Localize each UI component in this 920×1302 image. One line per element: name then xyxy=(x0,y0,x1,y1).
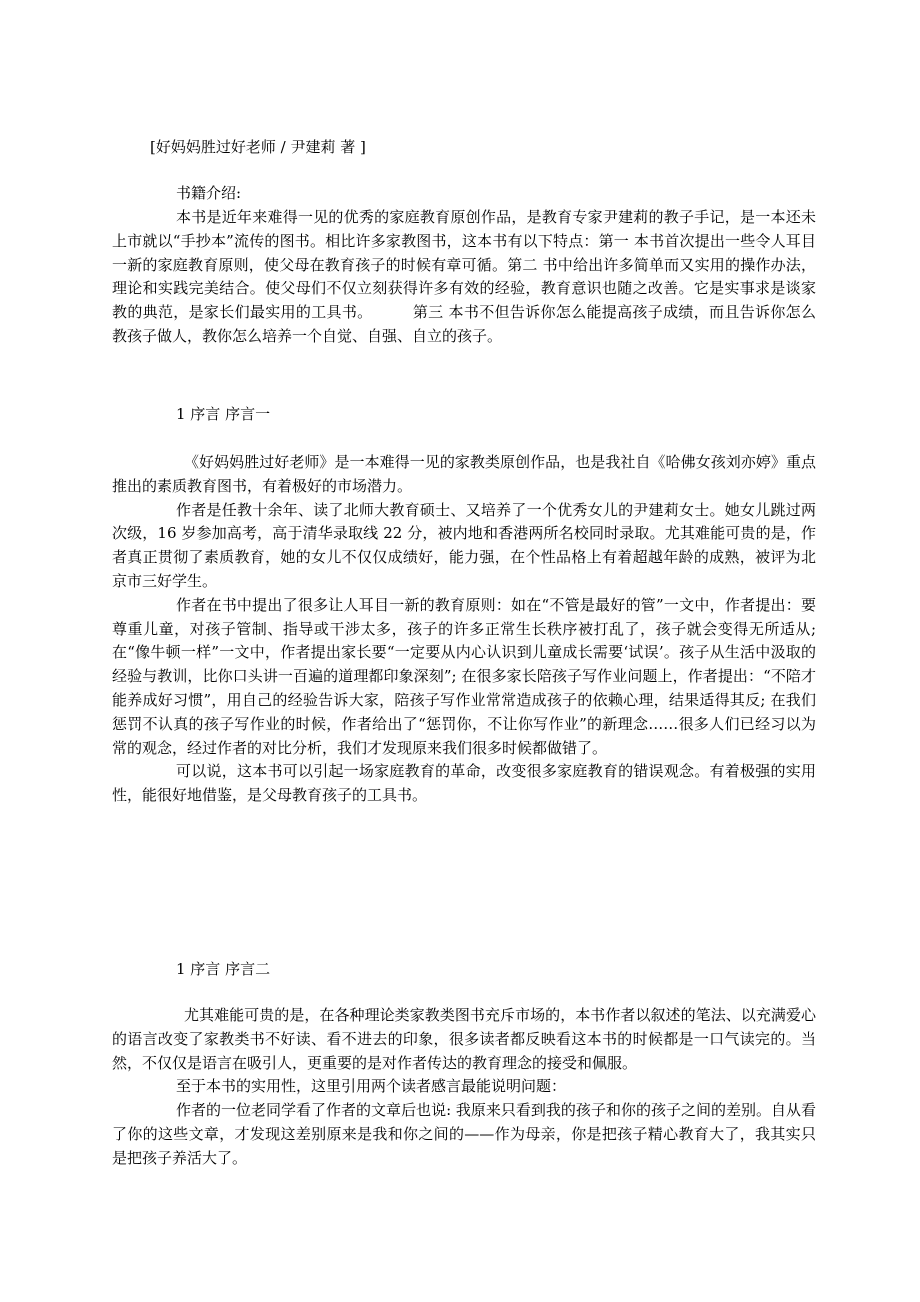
intro-paragraph xyxy=(112,206,816,349)
preface1-paragraph: 《好妈妈胜过好老师》是一本难得一见的家教类原创作品，也是我社自《哈佛女孩刘亦婷》重点推出的素质教育图书，有着极好的市场潜力。 xyxy=(112,453,816,495)
intro-label: 书籍介绍: xyxy=(176,184,242,202)
preface2-heading: 1 序言 序言二 xyxy=(176,960,271,978)
preface1-paragraph: 可以说，这本书可以引起一场家庭教育的革命，改变很多家庭教育的错误观念。有着极强的实用性，能很好地借鉴，是父母教育孩子的工具书。 xyxy=(112,762,816,805)
preface2-body xyxy=(112,1004,816,1171)
preface1-paragraph: 作者是任教十余年、读了北师大教育硕士、又培养了一个优秀女儿的尹建莉女士。她女儿跳过两次级，16 岁参加高考，高于清华录取线 22 分，被内地和香港两所名校同时录取。尤其难能可贵的是，作者真正贯彻了素质教育，她的女儿不仅仅成绩好，能力强，在个性品格上有着超越年龄的成熟，被评为北京市三好学生。 xyxy=(112,500,816,590)
intro-paragraph-a: 本书是近年来难得一见的优秀的家庭教育原创作品，是教育专家尹建莉的教子手记，是一本还未上市就以“手抄本”流传的图书。相比许多家教图书，这本书有以下特点：第一 本书首次提出一些令人耳目一新的家庭教育原则，使父母在教育孩子的时候有章可循。第二 书中给出许多简单而又实用的操作办法，理论和实践完美结合。使父母们不仅立刻获得许多有效的经验，教育意识也随之改善。它是实事求是谈家教的典范，是家长们最实用的工具书。 xyxy=(112,208,816,322)
preface1-heading: 1 序言 序言一 xyxy=(176,405,271,423)
preface2-paragraph: 尤其难能可贵的是，在各种理论类家教类图书充斥市场的，本书作者以叙述的笔法、以充满爱心的语言改变了家教类书不好读、看不进去的印象，很多读者都反映看这本书的时候都是一口气读完的。当然，不仅仅是语言在吸引人，更重要的是对作者传达的教育理念的接受和佩服。 xyxy=(112,1006,816,1072)
preface2-paragraph: 至于本书的实用性，这里引用两个读者感言最能说明问题： xyxy=(176,1077,567,1096)
intro-paragraph-b: 第三 本书不但告诉你怎么能提高孩子成绩，而且告诉你怎么教孩子做人，教你怎么培养一个自觉、自强、自立的孩子。 xyxy=(112,303,816,345)
preface1-body xyxy=(112,451,816,808)
preface1-paragraph: 作者在书中提出了很多让人耳目一新的教育原则：如在“不管是最好的管”一文中，作者提出：要尊重儿童，对孩子管制、指导或干涉太多，孩子的许多正常生长秩序被打乱了，孩子就会变得无所适从; 在“像牛顿一样”一文中，作者提出家长要“一定要从内心认识到儿童成长需要‘试误’。孩子从生活中汲取的经验与教训，比你口头讲一百遍的道理都印象深刻”; 在很多家长陪孩子写作业问题上，作者提出：“不陪才能养成好习惯”，用自己的经验告诉大家，陪孩子写作业常常造成孩子的依赖心理，结果适得其反; 在我们惩罚不认真的孩子写作业的时候，作者给出了“惩罚你，不让你写作业”的新理念……很多人们已经习以为常的观念，经过作者的对比分析，我们才发现原来我们很多时候都做错了。 xyxy=(112,595,816,757)
book-title: [好妈妈胜过好老师 / 尹建莉 著 ] xyxy=(150,138,366,156)
intro-body xyxy=(112,206,816,349)
preface2-paragraph: 作者的一位老同学看了作者的文章后也说: 我原来只看到我的孩子和你的孩子之间的差别。自从看了你的这些文章，才发现这差别原来是我和你之间的——作为母亲，你是把孩子精心教育大了，我其实只是把孩子养活大了。 xyxy=(112,1101,816,1167)
